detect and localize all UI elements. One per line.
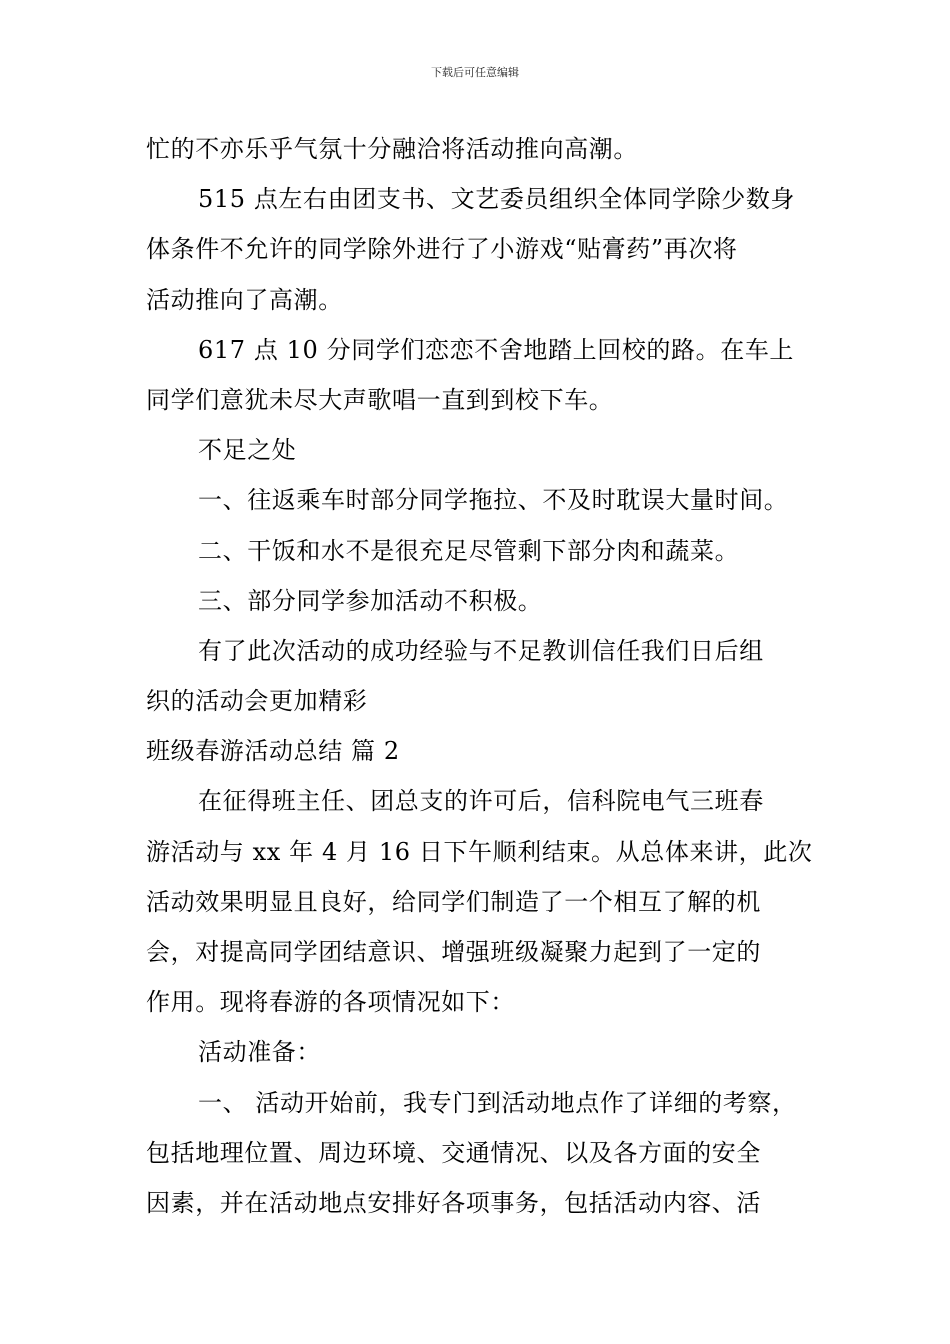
text-line: 班级春游活动总结 篇 2 bbox=[146, 737, 400, 766]
text-line: 617 点 10 分同学们恋恋不舍地踏上回校的路。在车上 bbox=[198, 335, 795, 364]
document-body bbox=[146, 124, 818, 1228]
text-line: 活动效果明显且良好，给同学们制造了一个相互了解的机 bbox=[146, 887, 761, 916]
text-line: 三、部分同学参加活动不积极。 bbox=[198, 586, 543, 615]
text-line: 体条件不允许的同学除外进行了小游戏“贴膏药”再次将 bbox=[146, 235, 738, 264]
text-line: 织的活动会更加精彩 bbox=[146, 687, 368, 716]
text-line: 在征得班主任、团总支的许可后，信科院电气三班春 bbox=[198, 787, 764, 816]
text-line: 515 点左右由团支书、文艺委员组织全体同学除少数身 bbox=[198, 185, 796, 214]
text-line: 一、往返乘车时部分同学拖拉、不及时耽误大量时间。 bbox=[198, 486, 789, 515]
text-line: 活动准备： bbox=[198, 1038, 321, 1067]
text-line: 游活动与 xx 年 4 月 16 日下午顺利结束。从总体来讲，此次 bbox=[146, 837, 813, 866]
text-line: 不足之处 bbox=[198, 436, 297, 465]
text-line: 包括地理位置、周边环境、交通情况、以及各方面的安全 bbox=[146, 1138, 761, 1167]
text-line: 一、 活动开始前，我专门到活动地点作了详细的考察， bbox=[198, 1088, 797, 1117]
text-line: 同学们意犹未尽大声歌唱一直到到校下车。 bbox=[146, 385, 614, 414]
text-line: 忙的不亦乐乎气氛十分融洽将活动推向高潮。 bbox=[146, 135, 638, 163]
text-line: 作用。现将春游的各项情况如下： bbox=[146, 988, 515, 1017]
text-line: 二、干饭和水不是很充足尽管剩下部分肉和蔬菜。 bbox=[198, 536, 740, 565]
text-line: 会，对提高同学团结意识、增强班级凝聚力起到了一定的 bbox=[146, 938, 761, 966]
page-header: 下载后可任意编辑 bbox=[431, 66, 519, 79]
text-line: 有了此次活动的成功经验与不足教训信任我们日后组 bbox=[198, 636, 764, 665]
text-line: 活动推向了高潮。 bbox=[146, 285, 343, 314]
text-line: 因素，并在活动地点安排好各项事务，包括活动内容、活 bbox=[146, 1188, 761, 1217]
